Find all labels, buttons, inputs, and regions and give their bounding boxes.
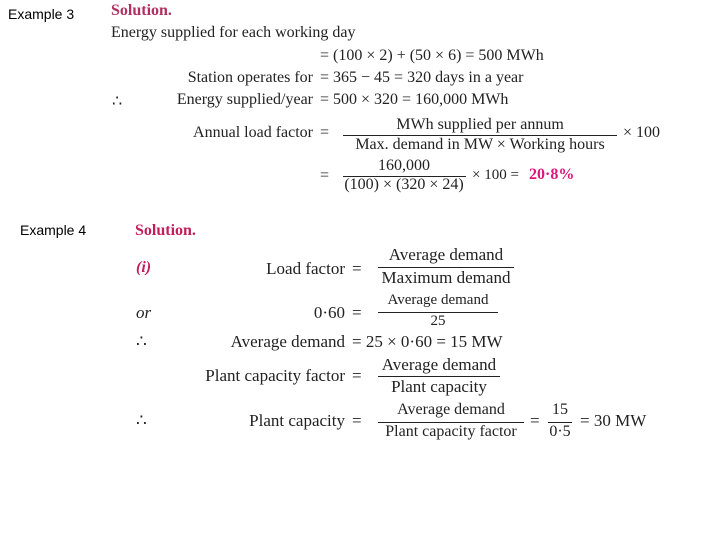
example-4-solution-heading: Solution. — [135, 222, 196, 239]
equals-sign: = — [320, 167, 330, 184]
energy-per-day-equation: = (100 × 2) + (50 × 6) = 500 MWh — [320, 47, 544, 64]
energy-per-day-text: Energy supplied for each working day — [111, 24, 356, 41]
fraction-numerator: MWh supplied per annum — [396, 116, 564, 133]
average-demand-equation: = 25 × 0·60 = 15 MW — [352, 332, 503, 351]
fraction-numerator: 160,000 — [378, 157, 430, 174]
fraction-numerator: Average demand — [388, 245, 504, 264]
example-4-label: Example 4 — [20, 222, 87, 238]
operating-days-label: Station operates for — [187, 69, 313, 86]
load-factor-label: Load factor — [266, 259, 345, 278]
equals-sign: = — [530, 411, 540, 430]
fraction-denominator: 0·5 — [549, 423, 571, 440]
load-factor-result: 20·8% — [529, 166, 575, 183]
equals-sign: = — [352, 411, 362, 430]
equals-sign: = — [352, 366, 362, 385]
operating-days-equation: = 365 − 45 = 320 days in a year — [320, 69, 524, 86]
fraction-numerator: Average demand — [397, 401, 505, 418]
fraction-denominator: Plant capacity — [391, 377, 487, 396]
therefore-symbol: ∴ — [136, 411, 147, 430]
energy-per-year-equation: = 500 × 320 = 160,000 MWh — [320, 91, 509, 108]
therefore-symbol: ∴ — [136, 332, 147, 351]
example-3-label: Example 3 — [8, 6, 75, 22]
therefore-symbol: ∴ — [112, 93, 123, 110]
annual-load-factor-label: Annual load factor — [193, 124, 313, 141]
average-demand-label: Average demand — [230, 332, 345, 351]
equals-sign: = — [352, 259, 362, 278]
equals-sign: = — [320, 124, 330, 141]
fraction-denominator: (100) × (320 × 24) — [344, 176, 464, 193]
part-i-label: (i) — [136, 259, 152, 276]
load-factor-value: 0·60 — [313, 303, 345, 322]
plant-capacity-result: = 30 MW — [580, 411, 647, 430]
fraction-denominator: Maximum demand — [381, 268, 511, 287]
equals-sign: = — [352, 303, 362, 322]
fraction-denominator: Max. demand in MW × Working hours — [355, 136, 605, 153]
times-hundred-equals: × 100 = — [472, 167, 519, 183]
energy-per-year-label: Energy supplied/year — [176, 91, 313, 108]
fraction-numerator: 15 — [552, 401, 568, 418]
fraction-numerator: Average demand — [387, 292, 489, 308]
plant-capacity-label: Plant capacity — [249, 411, 345, 430]
fraction-denominator: Plant capacity factor — [385, 423, 517, 440]
fraction-numerator: Average demand — [381, 355, 497, 374]
or-label: or — [136, 303, 152, 322]
example-3-solution-heading: Solution. — [111, 2, 172, 19]
fraction-denominator: 25 — [430, 313, 446, 329]
times-hundred: × 100 — [623, 124, 661, 141]
plant-capacity-factor-label: Plant capacity factor — [205, 366, 345, 385]
